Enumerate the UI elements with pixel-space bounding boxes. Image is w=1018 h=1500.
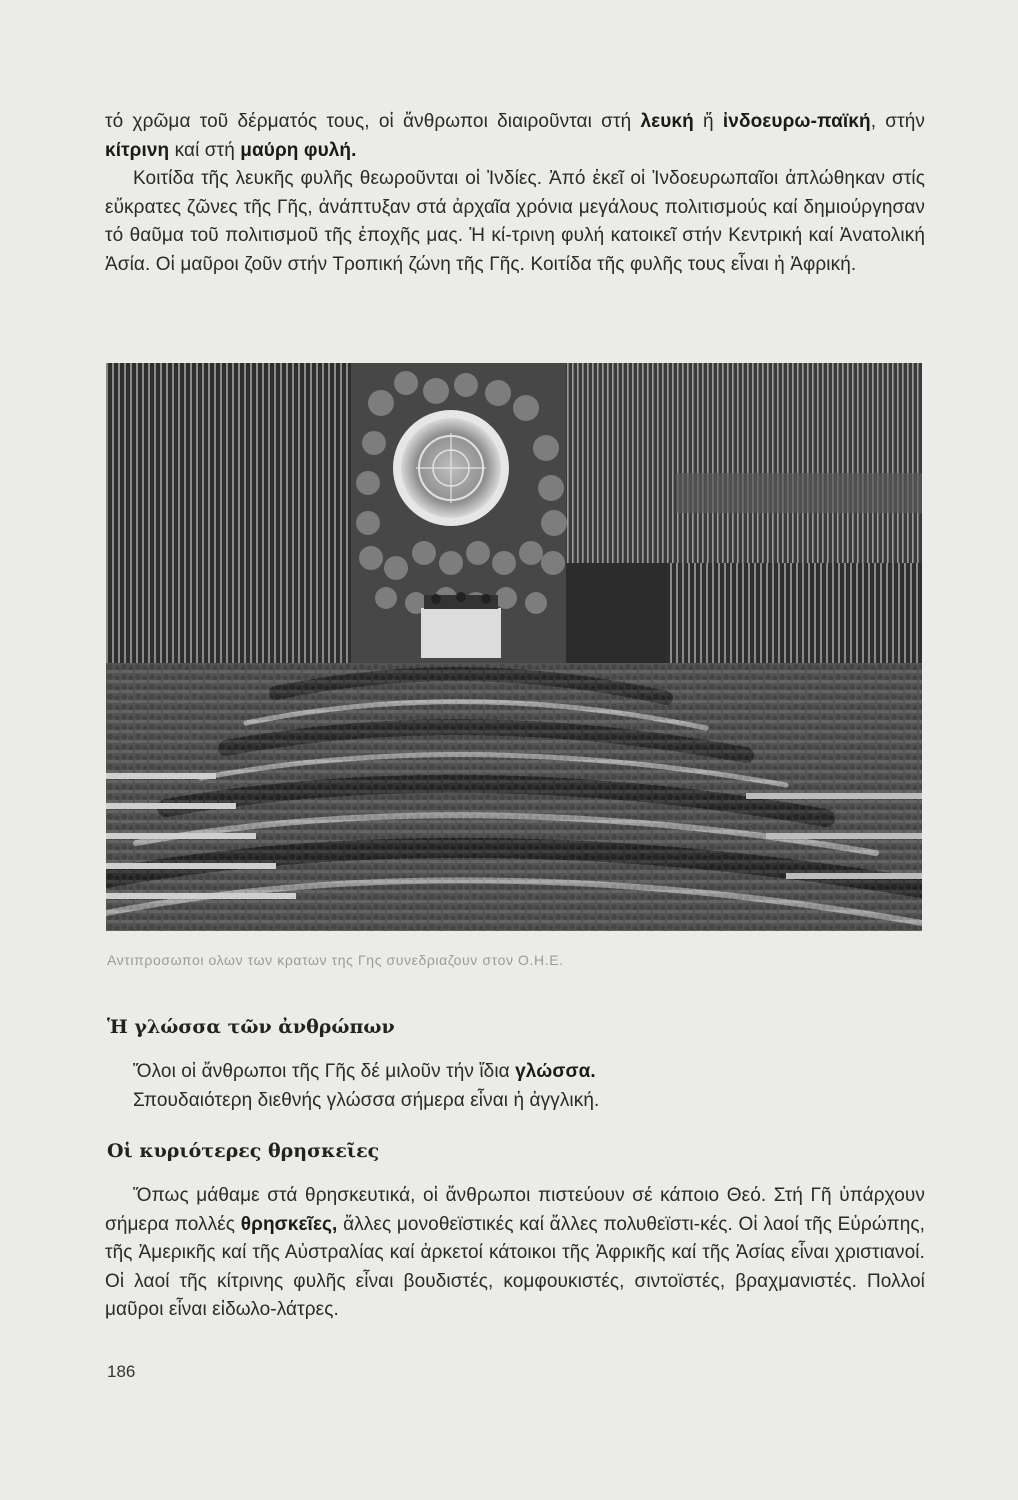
bold-term-religions: θρησκεῖες, (240, 1213, 338, 1235)
intro-text-segment: τό χρῶμα τοῦ δέρματός τους, οἱ ἄνθρωποι διαιροῦνται στή (105, 111, 641, 132)
language-text-segment: Ὅλοι οἱ ἄνθρωποι τῆς Γῆς δέ μιλοῦν τήν ἴδια (133, 1061, 516, 1082)
bold-term-yellow: κίτρινη (105, 139, 170, 161)
language-line-1 (105, 1058, 865, 1087)
page-number: 186 (107, 1362, 136, 1381)
bold-term-black-race: μαύρη φυλή. (240, 139, 357, 161)
bold-term-indoeuropean: ἰνδοευρω-παϊκή (722, 111, 871, 132)
section-heading-language: Ἡ γλώσσα τῶν ἀνθρώπων (107, 1016, 395, 1038)
section-heading-religions: Οἱ κυριότερες θρησκεῖες (107, 1140, 380, 1162)
intro-paragraph-2: Κοιτίδα τῆς λευκῆς φυλῆς θεωροῦνται οἱ Ἰνδίες. Ἀπό ἐκεῖ οἱ Ἰνδοευρωπαῖοι ἀπλώθηκαν στίς εὔκρατες ζῶνες τῆς Γῆς, ἀνάπτυξαν στά ἀρχαῖα χρόνια μεγάλους πολιτισμούς καί δημιούργησαν τό θαῦμα τοῦ πολιτισμοῦ τῆς ἐποχῆς μας. Ἡ κί-τρινη φυλή κατοικεῖ στήν Κεντρική καί Ἀνατολική Ἀσία. Οἱ μαῦροι ζοῦν στήν Τροπική ζώνη τῆς Γῆς. Κοιτίδα τῆς φυλῆς τους εἶναι ἡ Ἀφρική. (105, 168, 925, 275)
intro-text-segment: , στήν (870, 111, 925, 132)
un-assembly-photo (106, 363, 922, 931)
religion-paragraph (105, 1182, 925, 1325)
religion-text-segment: Ὅπως μάθαμε στά θρησκευτικά, οἱ ἄνθρωποι πιστεύουν σέ κάποιο Θεό. Στή Γῆ ὑπάρχουν σήμερα πολλές (105, 1185, 925, 1235)
intro-text (105, 108, 925, 280)
un-assembly-photo-illustration (106, 363, 922, 931)
intro-paragraph-1 (105, 108, 925, 165)
religion-text-segment: ἄλλες μονοθεϊστικές καί ἄλλες πολυθεϊστι-κές. Οἱ λαοί τῆς Εὐρώπης, τῆς Ἀμερικῆς καί τῆς Αὐστραλίας καί ἀρκετοί κάτοικοι τῆς Ἀφρικῆς καί τῆς Ἀσίας εἶναι χριστιανοί. Οἱ λαοί τῆς κίτρινης φυλῆς εἶναι βουδιστές, κομφουκιστές, σιντοϊστές, βραχμανιστές. Πολλοί μαῦροι εἶναι εἰδωλο-λάτρες. (105, 1213, 926, 1321)
religion-text (105, 1182, 925, 1325)
language-line-2: Σπουδαιότερη διεθνής γλώσσα σήμερα εἶναι ἡ ἀγγλική. (133, 1089, 600, 1111)
bold-term-white: λευκή (640, 111, 694, 132)
bold-term-language: γλώσσα. (515, 1061, 596, 1082)
intro-text-segment: ἤ (693, 111, 723, 132)
photo-caption: Αντιπροσωποι ολων των κρατων της Γης συνεδριαζουν στον Ο.Η.Ε. (107, 952, 564, 968)
intro-text-segment: καί στή (169, 139, 241, 161)
language-text (105, 1058, 865, 1115)
